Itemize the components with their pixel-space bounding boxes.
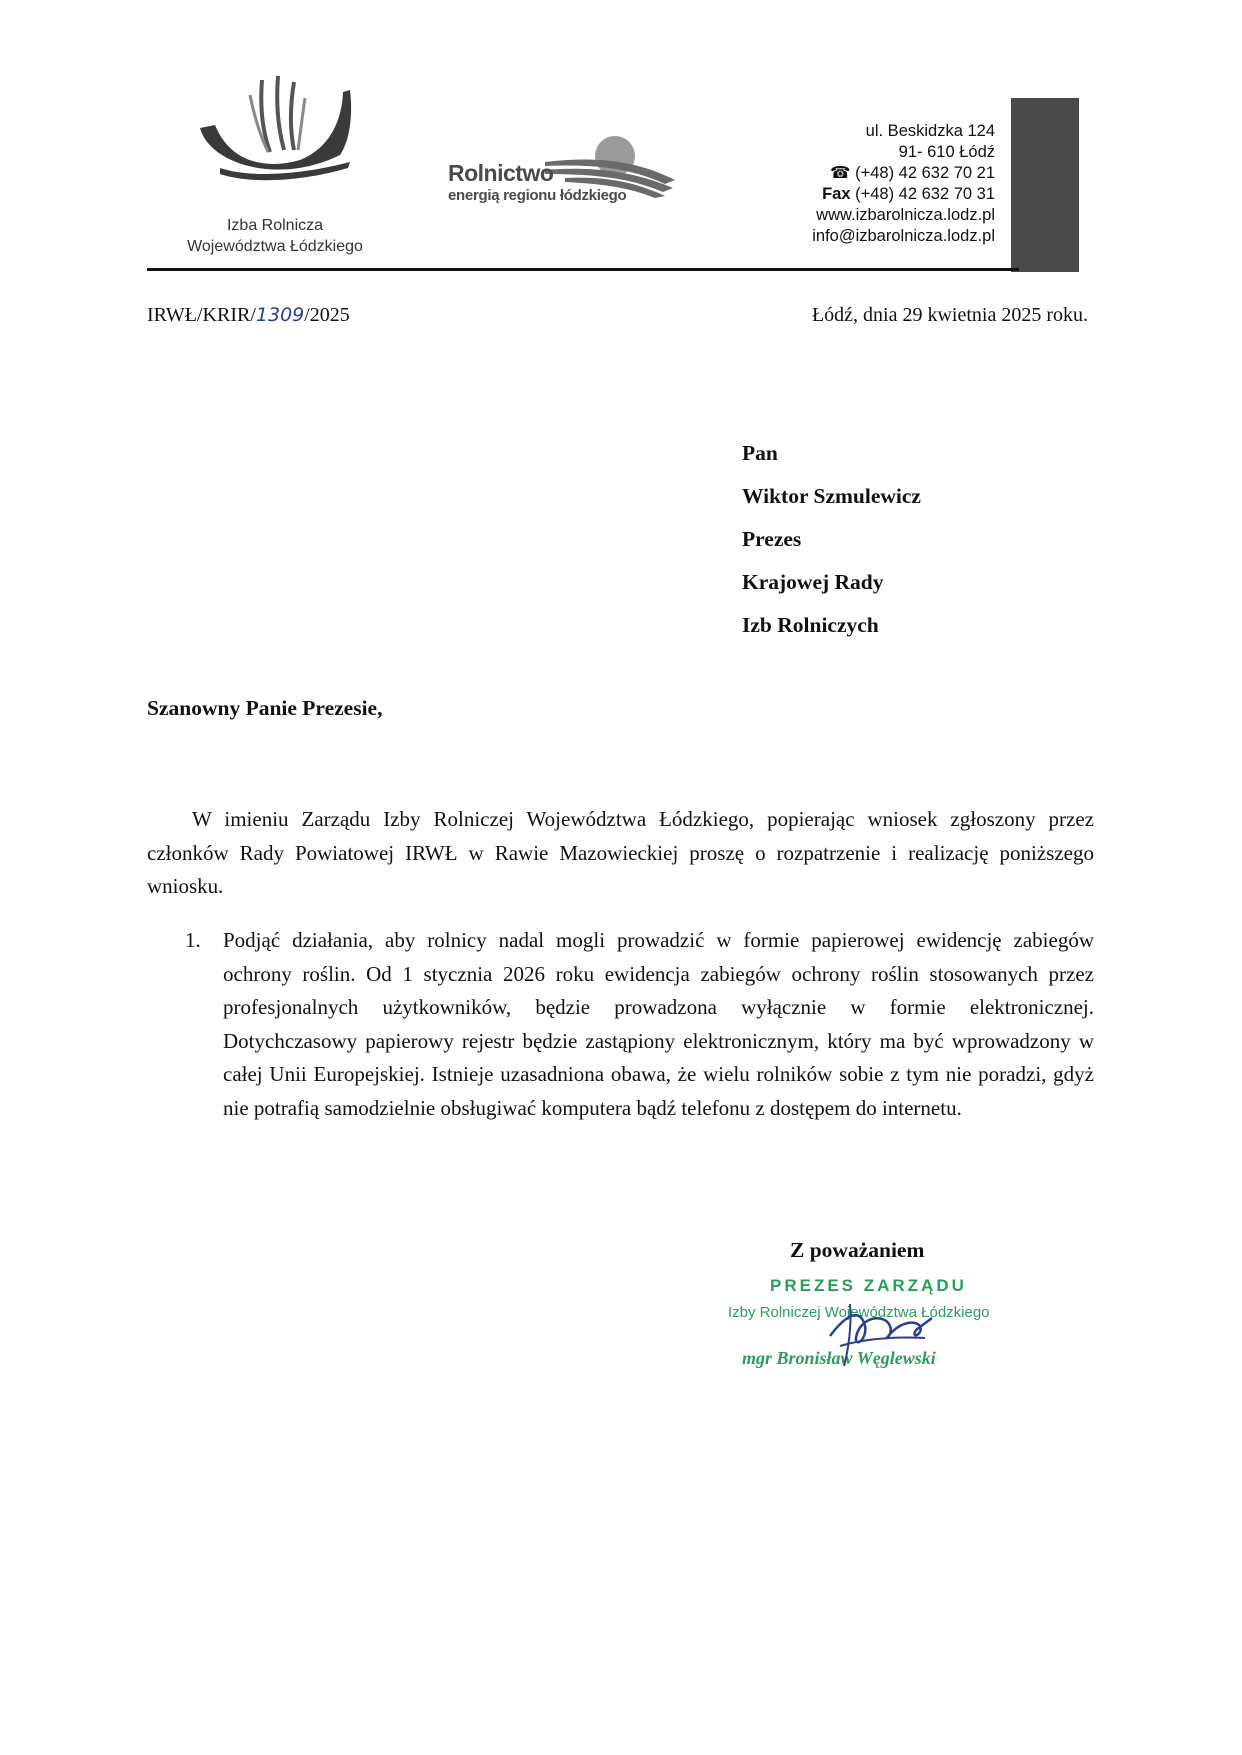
list-item-number: 1. [185,928,201,952]
contact-phone: (+48) 42 632 70 21 [855,164,995,182]
reference-suffix: /2025 [304,304,350,326]
addressee-line: Wiktor Szmulewicz [742,484,921,508]
reference-handwritten-number: 1309 [255,304,305,326]
letterhead-gray-bar [1011,98,1079,272]
organization-name [150,215,400,257]
reference-prefix: IRWŁ/KRIR/ [147,304,256,326]
list-item [185,924,1094,1125]
intro-paragraph [147,803,1094,904]
letterhead-divider [147,268,1019,271]
org-name-line1: Izba Rolnicza [226,217,324,234]
reference-number [147,304,350,327]
intro-paragraph-text: W imieniu Zarządu Izby Rolniczej Województwa Łódzkiego, popierając wniosek zgłoszony przez członków Rady Powiatowej IRWŁ w Rawie Mazowieckiej proszę o rozpatrzenie i realizację poniższego wniosku. [147,807,1094,898]
addressee-line: Prezes [742,527,802,551]
contact-email[interactable]: info@izbarolnicza.lodz.pl [812,227,995,245]
fax-label: Fax [822,185,851,203]
handwritten-signature [820,1296,940,1368]
program-subtitle: energią regionu łódzkiego [448,187,627,204]
list-item-text: Podjąć działania, aby rolnicy nadal mogli prowadzić w formie papierowej ewidencję zabiegów ochrony roślin. Od 1 stycznia 2026 roku ewidencja zabiegów ochrony roślin stosowanych przez profesjonalnych użytkowników, będzie prowadzona wyłącznie w formie elektronicznej. Dotychczasowy papierowy rejestr będzie zastąpiony elektronicznym, który ma być wprowadzony w całej Unii Europejskiej. Istnieje uzasadniona obawa, że wielu rolników sobie z tym nie poradzi, gdyż nie potrafią samodzielnie obsługiwać komputera bądź telefonu z dostępem do internetu. [223,928,1094,1120]
stamp-name: mgr Bronisław Węglewski [742,1348,936,1368]
addressee-block [742,432,921,647]
contact-fax-row [812,184,995,205]
contact-fax: (+48) 42 632 70 31 [855,185,995,203]
addressee-line: Izb Rolniczych [742,613,879,637]
contact-website[interactable]: www.izbarolnicza.lodz.pl [816,206,995,224]
program-title: Rolnictwo [448,160,554,186]
org-name-line2: Województwa Łódzkiego [187,238,363,255]
contact-block [812,121,995,247]
phone-icon: ☎ [829,164,851,182]
stamp-title: PREZES ZARZĄDU [770,1276,967,1295]
stamp-organization: Izby Rolniczej Województwa Łódzkiego [728,1304,990,1321]
addressee-line: Krajowej Rady [742,570,884,594]
contact-phone-row [812,163,995,184]
contact-street: ul. Beskidzka 124 [865,122,995,140]
closing: Z poważaniem [790,1238,925,1262]
contact-city: 91- 610 Łódź [898,143,995,161]
salutation: Szanowny Panie Prezesie, [147,696,383,720]
izba-rolnicza-logo [190,70,360,190]
addressee-line: Pan [742,441,778,465]
date-line: Łódź, dnia 29 kwietnia 2025 roku. [811,304,1088,326]
